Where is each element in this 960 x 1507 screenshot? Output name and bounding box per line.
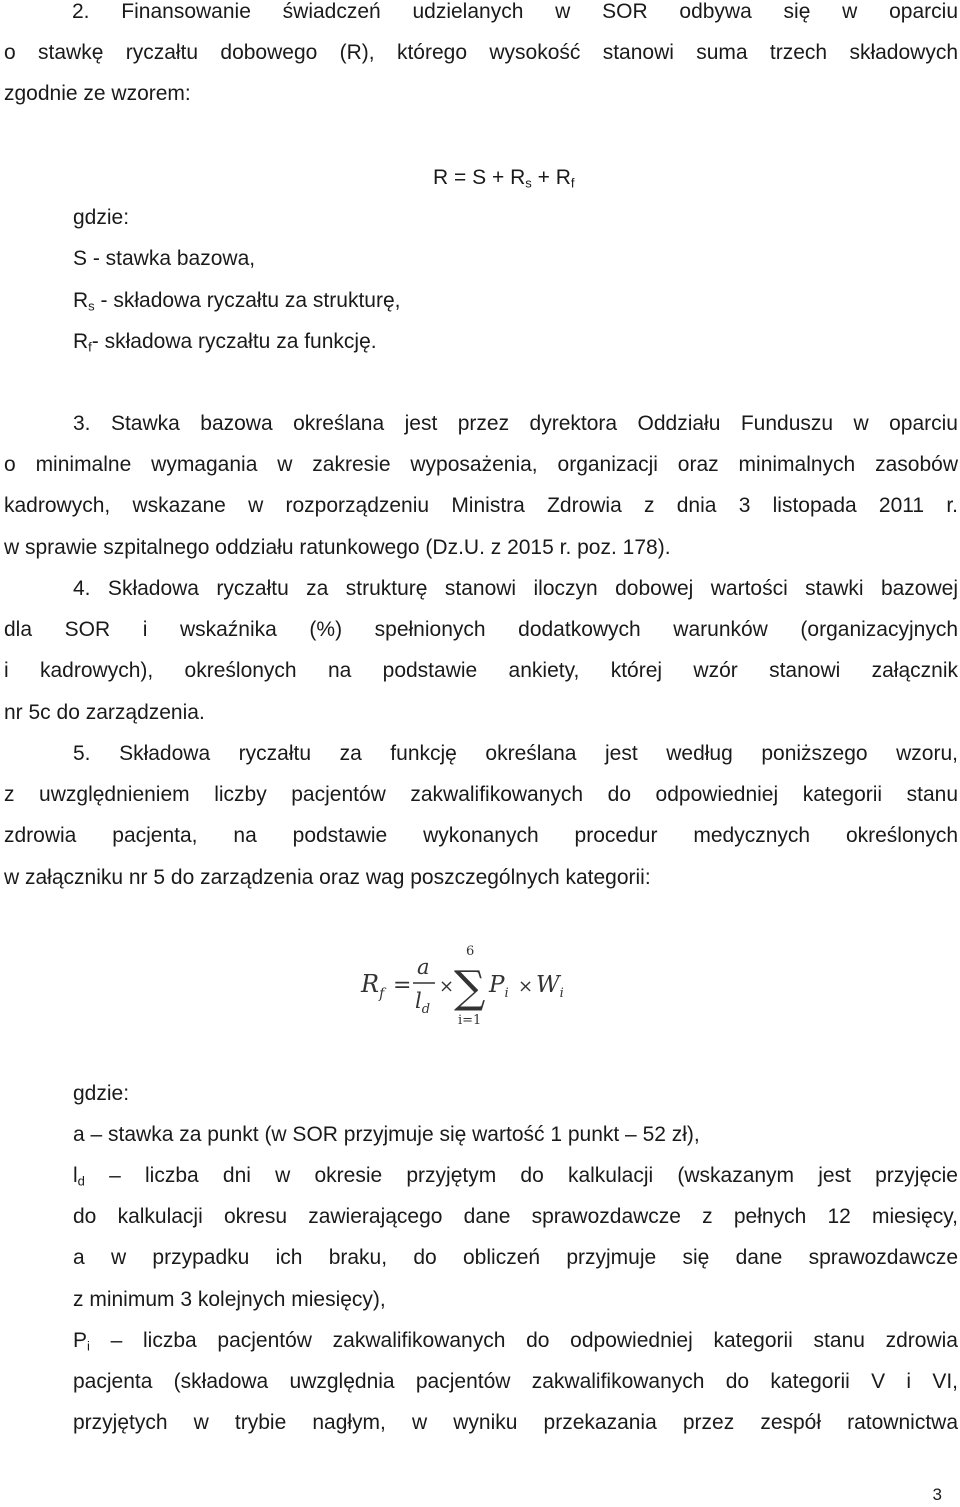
main-formula: $R = S + R_s + R_f$ [433,166,575,191]
definition-rf: $R_f-$ składowa ryczałtu za funkcję. [73,330,377,355]
rf-w-term: $W_i$ [536,972,564,1001]
rf-times-1: × [439,976,455,997]
section-4-line-1: 4. Składowa ryczałtu za strukturę stanowi iloczyn dobowej wartości stawki bazowej [73,577,958,600]
section-4-line-2: dla SOR i wskaźnika (%) spełnionych dodatkowych warunków (organizacyjnych [4,618,958,641]
rf-sigma-lower: i=1 [458,1013,482,1028]
section-5-line-2: z uwzględnieniem liczby pacjentów zakwalifikowanych do odpowiedniej kategorii stanu [4,783,958,806]
section-5-line-1: 5. Składowa ryczałtu za funkcję określana jest według poniższego wzoru, [73,742,958,765]
definitions2-gdzie: gdzie: [73,1082,130,1105]
definition-ld-line-2: do kalkulacji okresu zawierającego dane sprawozdawcze z pełnych 12 miesięcy, [73,1205,958,1228]
section-2-line-3: zgodnie ze wzorem: [4,82,191,105]
section-4-line-4: nr 5c do zarządzenia. [4,701,205,724]
page-number: 3 [932,1485,942,1504]
section-2-line-2: o stawkę ryczałtu dobowego (R), którego wysokość stanowi suma trzech składowych [4,41,958,64]
section-3-line-4: w sprawie szpitalnego oddziału ratunkowego (Dz.U. z 2015 r. poz. 178). [4,536,671,559]
rf-equals: = [393,973,412,998]
definition-pi-line-3: przyjętych w trybie nagłym, w wyniku przekazania przez zespół ratownictwa [73,1411,958,1434]
rf-p-term: $P_i$ [489,972,509,1001]
section-5-line-4: w załączniku nr 5 do zarządzenia oraz wag poszczególnych kategorii: [4,866,651,889]
definitions-gdzie: gdzie: [73,206,130,229]
definition-rs: $R_s$ - składowa ryczałtu za strukturę, [73,289,401,314]
rf-sigma: ∑ [454,962,486,1013]
rf-times-2: × [518,976,534,997]
rf-lhs: $R_f$ [361,970,385,1002]
definition-pi-line-2: pacjenta (składowa uwzględnia pacjentów zakwalifikowanych do kategorii V i VI, [73,1370,958,1393]
definition-ld-line-1: $l_d$ – liczba dni w okresie przyjętym do kalkulacji (wskazanym jest przyjęcie [73,1164,958,1189]
definition-pi-line-1: $P_i$ – liczba pacjentów zakwalifikowanych do odpowiedniej kategorii stanu zdrowia [73,1329,958,1354]
section-2-line-1: 2. Finansowanie świadczeń udzielanych w SOR odbywa się w oparciu [72,0,958,23]
rf-denominator: $l_d$ [415,989,431,1017]
section-3-line-2: o minimalne wymagania w zakresie wyposażenia, organizacji oraz minimalnych zasobów [4,453,958,476]
definition-s: S - stawka bazowa, [73,247,256,270]
section-3-line-1: 3. Stawka bazowa określana jest przez dyrektora Oddziału Funduszu w oparciu [73,412,958,435]
definition-a: a – stawka za punkt (w SOR przyjmuje się wartość 1 punkt – 52 zł), [73,1123,700,1146]
rf-formula [355,938,575,1030]
rf-numerator: a [417,955,430,979]
section-4-line-3: i kadrowych), określonych na podstawie ankiety, której wzór stanowi załącznik [4,659,958,682]
section-5-line-3: zdrowia pacjenta, na podstawie wykonanych procedur medycznych określonych [4,824,958,847]
definition-ld-line-4: z minimum 3 kolejnych miesięcy), [73,1288,386,1311]
definition-ld-line-3: a w przypadku ich braku, do obliczeń przyjmuje się dane sprawozdawcze [73,1246,958,1269]
section-3-line-3: kadrowych, wskazane w rozporządzeniu Ministra Zdrowia z dnia 3 listopada 2011 r. [4,494,958,517]
rf-sigma-upper: 6 [466,944,475,959]
